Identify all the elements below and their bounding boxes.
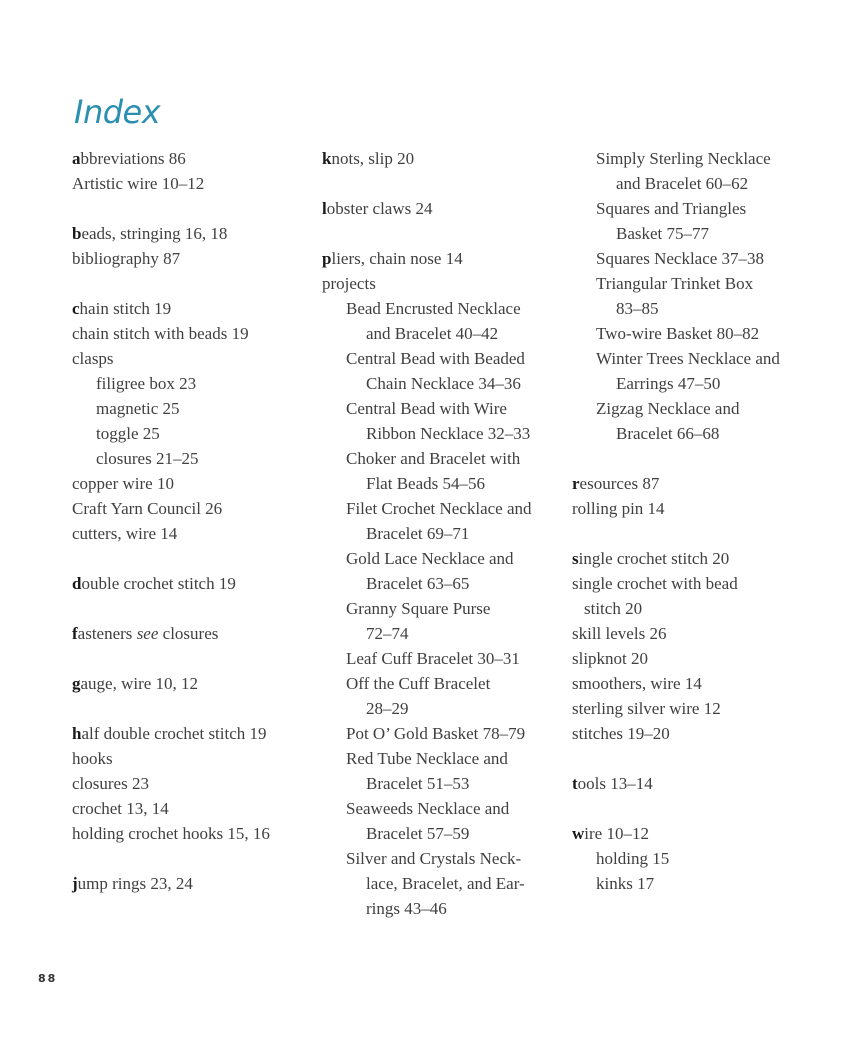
index-initial-letter: d bbox=[72, 574, 82, 593]
index-gap bbox=[72, 596, 312, 621]
index-subentry bbox=[572, 321, 802, 346]
index-subentry bbox=[572, 146, 802, 196]
index-gap bbox=[72, 846, 312, 871]
index-entry bbox=[72, 871, 312, 896]
index-subentry bbox=[322, 721, 562, 746]
index-gap bbox=[72, 196, 312, 221]
index-entry-text: ouble crochet stitch 19 bbox=[81, 574, 236, 593]
index-entry bbox=[72, 571, 312, 596]
index-entry-text: smoothers, wire 14 bbox=[572, 674, 702, 693]
index-initial-letter: t bbox=[572, 774, 578, 793]
index-entry-text: Seaweeds Necklace and bbox=[346, 799, 510, 818]
index-entry-text: auge, wire 10, 12 bbox=[80, 674, 199, 693]
index-subentry bbox=[322, 346, 562, 396]
index-entry-text: Two-wire Basket 80–82 bbox=[596, 324, 760, 343]
index-entry bbox=[572, 696, 802, 721]
index-entry bbox=[572, 646, 802, 671]
index-initial-letter: b bbox=[72, 224, 82, 243]
index-entry-text: Leaf Cuff Bracelet 30–31 bbox=[346, 649, 520, 668]
index-entry-text: magnetic 25 bbox=[96, 399, 180, 418]
index-entry-text: Central Bead with Beaded bbox=[346, 349, 525, 368]
index-entry-continuation: Earrings 47–50 bbox=[616, 374, 721, 393]
index-initial-letter: r bbox=[572, 474, 580, 493]
index-gap bbox=[72, 696, 312, 721]
index-subentry bbox=[322, 496, 562, 546]
index-column-3 bbox=[572, 146, 802, 896]
index-entry-text: Filet Crochet Necklace and bbox=[346, 499, 532, 518]
index-entry-continuation: Bracelet 69–71 bbox=[366, 524, 470, 543]
index-entry bbox=[72, 221, 312, 246]
index-entry-text: alf double crochet stitch 19 bbox=[81, 724, 267, 743]
index-entry bbox=[572, 771, 802, 796]
index-subentry bbox=[322, 296, 562, 346]
index-entry bbox=[322, 246, 562, 271]
index-entry bbox=[572, 821, 802, 846]
index-entry-continuation: stitch 20 bbox=[584, 599, 643, 618]
index-entry bbox=[572, 496, 802, 521]
index-subentry bbox=[572, 271, 802, 321]
index-entry-text: hain stitch 19 bbox=[79, 299, 172, 318]
index-entry-text: closures 21–25 bbox=[96, 449, 199, 468]
index-entry-text: kinks 17 bbox=[596, 874, 655, 893]
index-entry-continuation: Bracelet 66–68 bbox=[616, 424, 720, 443]
index-entry-text: hooks bbox=[72, 749, 113, 768]
index-entry-text: Artistic wire 10–12 bbox=[72, 174, 205, 193]
index-entry-text: eads, stringing 16, 18 bbox=[81, 224, 228, 243]
index-subentry bbox=[72, 446, 312, 471]
index-entry bbox=[72, 521, 312, 546]
index-initial-letter: c bbox=[72, 299, 80, 318]
index-column-2 bbox=[322, 146, 562, 921]
index-entry-continuation: and Bracelet 40–42 bbox=[366, 324, 499, 343]
index-entry-text: sterling silver wire 12 bbox=[572, 699, 721, 718]
index-entry bbox=[72, 796, 312, 821]
index-entry-text: Central Bead with Wire bbox=[346, 399, 507, 418]
index-entry-text: closures 23 bbox=[72, 774, 149, 793]
index-entry bbox=[572, 546, 802, 571]
index-cross-reference: see bbox=[136, 624, 159, 643]
index-entry bbox=[572, 671, 802, 696]
index-entry bbox=[72, 471, 312, 496]
index-entry bbox=[72, 246, 312, 271]
index-entry-continuation: 72–74 bbox=[366, 624, 409, 643]
index-entry-text: Red Tube Necklace and bbox=[346, 749, 508, 768]
index-entry-text: skill levels 26 bbox=[572, 624, 667, 643]
index-initial-letter: f bbox=[72, 624, 78, 643]
index-entry-text: Winter Trees Necklace and bbox=[596, 349, 780, 368]
index-subentry bbox=[322, 546, 562, 596]
index-entry-continuation: 83–85 bbox=[616, 299, 659, 318]
index-entry-text: esources 87 bbox=[579, 474, 660, 493]
index-entry-text: obster claws 24 bbox=[326, 199, 433, 218]
index-subentry bbox=[572, 346, 802, 396]
index-entry-continuation: and Bracelet 60–62 bbox=[616, 174, 749, 193]
index-subentry bbox=[322, 796, 562, 846]
index-entry-text: single crochet with bead bbox=[572, 574, 738, 593]
index-entry-text: nots, slip 20 bbox=[331, 149, 415, 168]
index-gap bbox=[322, 221, 562, 246]
index-entry-continuation: Bracelet 57–59 bbox=[366, 824, 470, 843]
index-entry-text: Craft Yarn Council 26 bbox=[72, 499, 223, 518]
index-subentry bbox=[72, 396, 312, 421]
index-entry bbox=[72, 346, 312, 371]
index-entry bbox=[572, 721, 802, 746]
index-entry-text: Triangular Trinket Box bbox=[596, 274, 754, 293]
index-entry-text: holding crochet hooks 15, 16 bbox=[72, 824, 270, 843]
index-entry-continuation: lace, Bracelet, and Ear- bbox=[366, 874, 525, 893]
index-subentry bbox=[322, 746, 562, 796]
index-entry-text: ools 13–14 bbox=[577, 774, 653, 793]
index-entry-text: Granny Square Purse bbox=[346, 599, 491, 618]
index-entry-text: filigree box 23 bbox=[96, 374, 197, 393]
index-entry-text: Bead Encrusted Necklace bbox=[346, 299, 521, 318]
index-entry-text: bibliography 87 bbox=[72, 249, 181, 268]
index-subentry bbox=[572, 196, 802, 246]
index-subentry bbox=[322, 646, 562, 671]
index-subentry bbox=[322, 446, 562, 496]
index-gap bbox=[72, 646, 312, 671]
index-initial-letter: a bbox=[72, 149, 81, 168]
index-entry-text: Zigzag Necklace and bbox=[596, 399, 740, 418]
index-initial-letter: h bbox=[72, 724, 82, 743]
index-entry bbox=[322, 146, 562, 171]
index-entry-text: slipknot 20 bbox=[572, 649, 649, 668]
index-initial-letter: p bbox=[322, 249, 332, 268]
index-entry-continuation: 28–29 bbox=[366, 699, 409, 718]
index-entry bbox=[72, 496, 312, 521]
index-entry bbox=[572, 621, 802, 646]
index-initial-letter: g bbox=[72, 674, 81, 693]
index-entry-text: toggle 25 bbox=[96, 424, 160, 443]
index-entry-text: ingle crochet stitch 20 bbox=[578, 549, 730, 568]
index-subentry bbox=[572, 246, 802, 271]
index-entry-text: stitches 19–20 bbox=[572, 724, 670, 743]
index-entry bbox=[72, 146, 312, 171]
index-entry-text: asteners bbox=[77, 624, 137, 643]
index-gap bbox=[572, 521, 802, 546]
index-entry bbox=[72, 321, 312, 346]
index-entry-text: Pot O’ Gold Basket 78–79 bbox=[346, 724, 526, 743]
index-entry bbox=[72, 746, 312, 771]
index-entry-text: rolling pin 14 bbox=[572, 499, 665, 518]
index-subentry bbox=[322, 846, 562, 921]
index-entry-text: holding 15 bbox=[596, 849, 670, 868]
index-gap bbox=[572, 746, 802, 771]
index-subentry bbox=[322, 396, 562, 446]
index-entry-text: liers, chain nose 14 bbox=[331, 249, 463, 268]
index-entry-text: clasps bbox=[72, 349, 114, 368]
index-entry-text: ire 10–12 bbox=[584, 824, 649, 843]
index-entry-continuation: Ribbon Necklace 32–33 bbox=[366, 424, 531, 443]
index-entry bbox=[72, 671, 312, 696]
index-entry-continuation: Basket 75–77 bbox=[616, 224, 710, 243]
index-entry-text: bbreviations 86 bbox=[80, 149, 186, 168]
index-entry-continuation: rings 43–46 bbox=[366, 899, 447, 918]
index-subentry bbox=[322, 671, 562, 721]
index-entry bbox=[322, 196, 562, 221]
index-entry-continuation: Bracelet 51–53 bbox=[366, 774, 470, 793]
index-entry bbox=[322, 271, 562, 296]
index-entry-continuation: Chain Necklace 34–36 bbox=[366, 374, 521, 393]
index-subentry bbox=[72, 421, 312, 446]
index-entry-text: Squares Necklace 37–38 bbox=[596, 249, 765, 268]
index-subentry bbox=[572, 396, 802, 446]
index-initial-letter: k bbox=[322, 149, 332, 168]
index-gap bbox=[72, 271, 312, 296]
index-entry-text: chain stitch with beads 19 bbox=[72, 324, 249, 343]
index-subentry bbox=[322, 596, 562, 646]
index-entry bbox=[72, 821, 312, 846]
index-entry-text: copper wire 10 bbox=[72, 474, 174, 493]
index-entry bbox=[72, 296, 312, 321]
index-entry-continuation: Bracelet 63–65 bbox=[366, 574, 470, 593]
index-initial-letter: s bbox=[572, 549, 579, 568]
index-subentry bbox=[572, 871, 802, 896]
index-entry-text: Off the Cuff Bracelet bbox=[346, 674, 491, 693]
index-entry bbox=[572, 471, 802, 496]
index-gap bbox=[72, 546, 312, 571]
index-initial-letter: j bbox=[72, 874, 78, 893]
index-entry-text: Simply Sterling Necklace bbox=[596, 149, 771, 168]
index-entry-continuation: Flat Beads 54–56 bbox=[366, 474, 485, 493]
index-entry-text: Gold Lace Necklace and bbox=[346, 549, 514, 568]
index-entry bbox=[72, 771, 312, 796]
index-initial-letter: l bbox=[322, 199, 327, 218]
index-entry-text: cutters, wire 14 bbox=[72, 524, 178, 543]
index-column-1 bbox=[72, 146, 312, 896]
index-entry bbox=[72, 621, 312, 646]
index-entry-text: ump rings 23, 24 bbox=[77, 874, 193, 893]
index-entry-text: Squares and Triangles bbox=[596, 199, 747, 218]
index-entry-text: crochet 13, 14 bbox=[72, 799, 169, 818]
index-entry-text: Choker and Bracelet with bbox=[346, 449, 521, 468]
page-title: Index bbox=[74, 93, 161, 131]
index-entry bbox=[572, 571, 802, 621]
index-entry-text: projects bbox=[322, 274, 376, 293]
page-number: 88 bbox=[38, 972, 58, 985]
index-entry bbox=[72, 171, 312, 196]
index-gap bbox=[572, 446, 802, 471]
index-initial-letter: w bbox=[572, 824, 585, 843]
index-entry-text: Silver and Crystals Neck- bbox=[346, 849, 522, 868]
index-entry-text: closures bbox=[158, 624, 219, 643]
index-entry bbox=[72, 721, 312, 746]
index-gap bbox=[322, 171, 562, 196]
index-subentry bbox=[572, 846, 802, 871]
index-gap bbox=[572, 796, 802, 821]
index-subentry bbox=[72, 371, 312, 396]
